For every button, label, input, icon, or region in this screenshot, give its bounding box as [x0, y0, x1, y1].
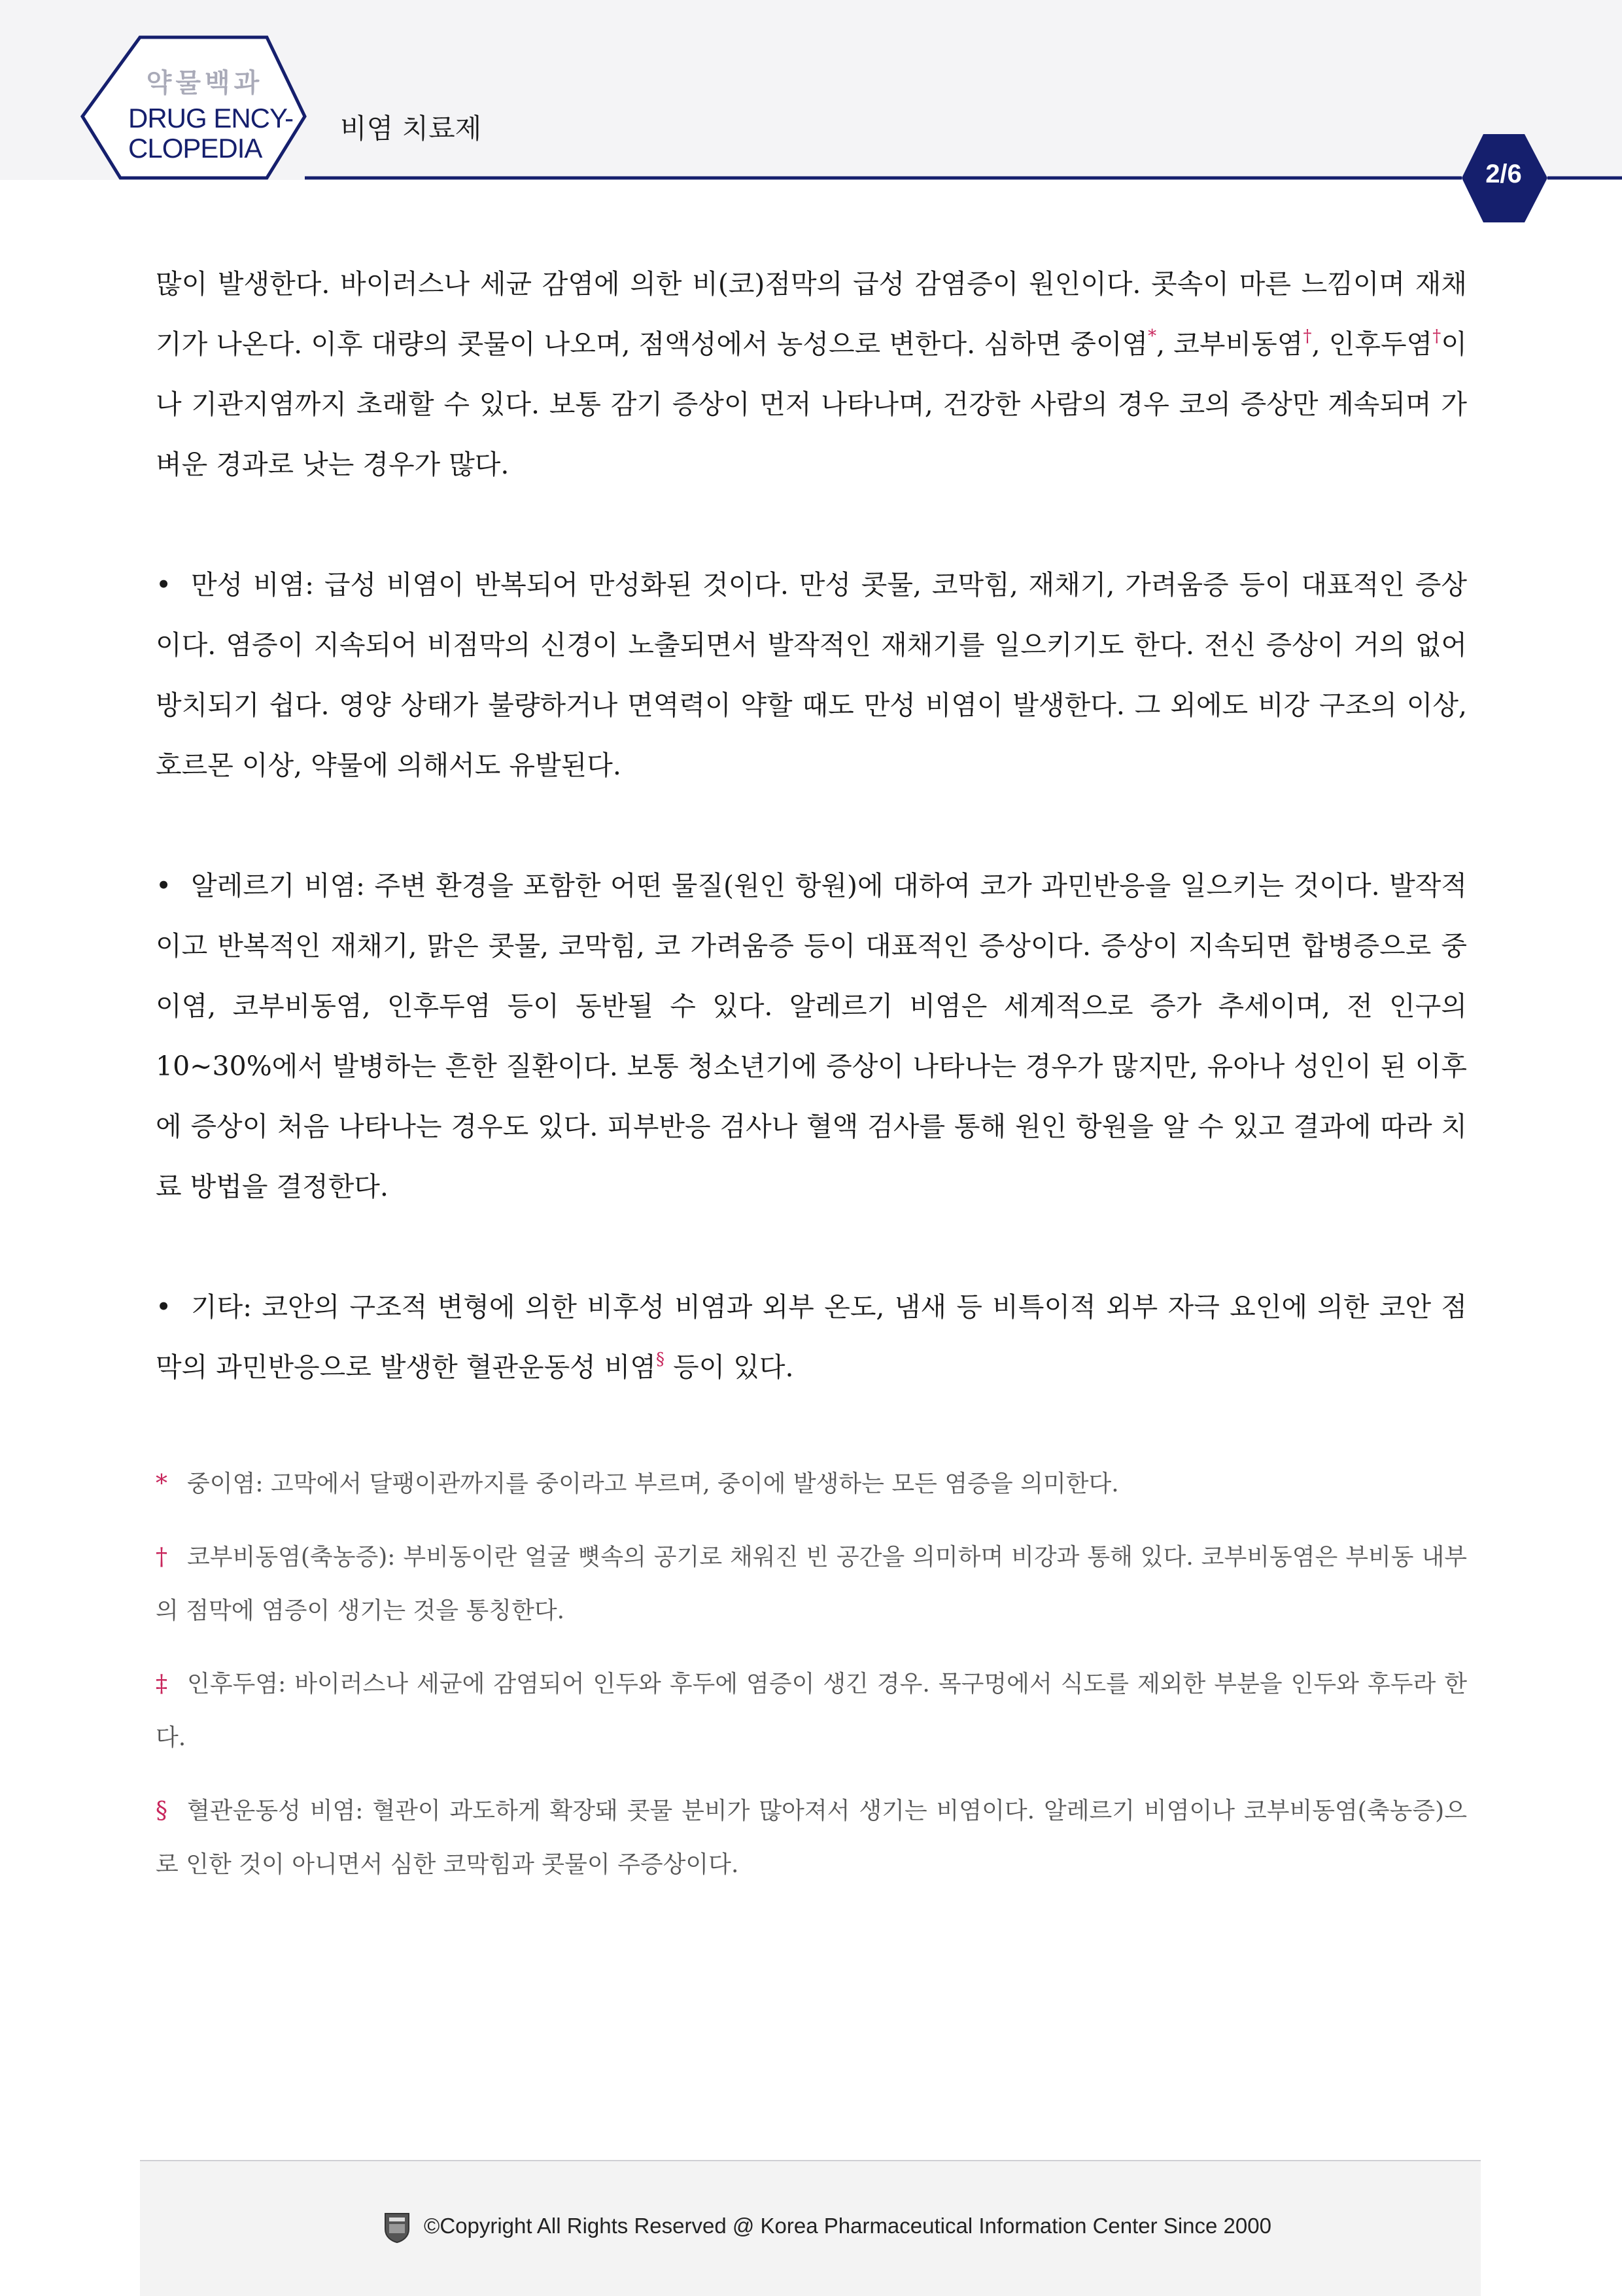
footer-copyright: ©Copyright All Rights Reserved @ Korea Pharmaceutical Information Center Since 2000	[424, 2214, 1271, 2238]
text-segment: 많이 발생한다. 바이러스나 세균 감염에 의한 비(코)점막의 급성 감염증이 원인이다. 콧속이 마른 느낌이며 재채기가 나온다. 이후 대량의 콧물이 나오며, 점액성에서 농성으로 변한다. 심하면 중이염	[156, 268, 1467, 360]
paragraph-acute-rhinitis	[156, 254, 1467, 495]
footnote-mark-section: §	[656, 1349, 665, 1369]
paragraph-allergic-rhinitis	[156, 856, 1467, 1217]
footnote-text: 인후두염: 바이러스나 세균에 감염되어 인두와 후두에 염증이 생긴 경우. 목구멍에서 식도를 제외한 부분을 인두와 후두라 한다.	[156, 1671, 1467, 1751]
text-segment: 등이 있다.	[664, 1351, 794, 1383]
text-segment: , 인후두염	[1311, 328, 1433, 360]
text-segment: 이나 기관지염까지 초래할 수 있다. 보통 감기 증상이 먼저 나타나며, 건강한 사람의 경우 코의 증상만 계속되며 가벼운 경과로 낫는 경우가 많다.	[156, 328, 1467, 480]
footnote-text: 중이염: 고막에서 달팽이관까지를 중이라고 부르며, 중이에 발생하는 모든 염증을 의미한다.	[187, 1470, 1119, 1497]
text-segment: 만성 비염: 급성 비염이 반복되어 만성화된 것이다. 만성 콧물, 코막힘, 재채기, 가려움증 등이 대표적인 증상이다. 염증이 지속되어 비점막의 신경이 노출되면서 발작적인 재채기를 일으키기도 한다. 전신 증상이 거의 없어 방치되기 쉽다. 영양 상태가 불량하거나 면역력이 약할 때도 만성 비염이 발생한다. 그 외에도 비강 구조의 이상, 호르몬 이상, 약물에 의해서도 유발된다.	[156, 569, 1467, 781]
footnote-text: 코부비동염(축농증): 부비동이란 얼굴 뼛속의 공기로 채워진 빈 공간을 의미하며 비강과 통해 있다. 코부비동염은 부비동 내부의 점막에 염증이 생기는 것을 통칭한다.	[156, 1544, 1467, 1624]
footnote-symbol: *	[156, 1470, 167, 1497]
footnote-symbol: §	[156, 1798, 167, 1824]
page-number: 2/6	[1485, 160, 1522, 188]
footnote-text: 혈관운동성 비염: 혈관이 과도하게 확장돼 콧물 분비가 많아져서 생기는 비염이다. 알레르기 비염이나 코부비동염(축농증)으로 인한 것이 아니면서 심한 코막힘과 콧물이 주증상이다.	[156, 1798, 1467, 1878]
footnote-item	[156, 1531, 1467, 1638]
bullet-icon: •	[156, 1291, 172, 1323]
logo-english-line2: CLOPEDIA	[128, 133, 262, 164]
footnote-symbol: ‡	[156, 1671, 167, 1697]
footnote-item	[156, 1457, 1467, 1511]
footnote-mark-dagger: †	[1303, 326, 1312, 346]
paragraph-chronic-rhinitis	[156, 555, 1467, 795]
bullet-icon: •	[156, 569, 172, 600]
main-content	[156, 254, 1467, 1911]
footnote-item	[156, 1658, 1467, 1765]
logo-korean: 약물백과	[146, 68, 264, 98]
footnotes	[156, 1457, 1467, 1892]
bullet-icon: •	[156, 870, 172, 901]
paragraph-other-rhinitis	[156, 1277, 1467, 1397]
text-segment: , 코부비동염	[1156, 328, 1303, 360]
logo-english-line1: DRUG ENCY-	[128, 103, 294, 133]
kpic-emblem-icon	[383, 2211, 411, 2244]
footnote-item	[156, 1784, 1467, 1892]
footnote-mark-asterisk: *	[1148, 326, 1157, 346]
text-segment: 기타: 코안의 구조적 변형에 의한 비후성 비염과 외부 온도, 냄새 등 비특이적 외부 자극 요인에 의한 코안 점막의 과민반응으로 발생한 혈관운동성 비염	[156, 1291, 1467, 1383]
footnote-mark-dagger: †	[1432, 326, 1441, 346]
document-title: 비염 치료제	[340, 113, 482, 145]
logo-english	[128, 103, 298, 164]
footnote-symbol: †	[156, 1544, 167, 1571]
text-segment: 알레르기 비염: 주변 환경을 포함한 어떤 물질(원인 항원)에 대하여 코가 과민반응을 일으키는 것이다. 발작적이고 반복적인 재채기, 맑은 콧물, 코막힘, 코 가려움증 등이 대표적인 증상이다. 증상이 지속되면 합병증으로 중이염, 코부비동염, 인후두염 등이 동반될 수 있다. 알레르기 비염은 세계적으로 증가 추세이며, 전 인구의 10~30%에서 발병하는 흔한 질환이다. 보통 청소년기에 증상이 나타나는 경우가 많지만, 유아나 성인이 된 이후에 증상이 처음 나타나는 경우도 있다. 피부반응 검사나 혈액 검사를 통해 원인 항원을 알 수 있고 결과에 따라 치료 방법을 결정한다.	[156, 870, 1467, 1202]
